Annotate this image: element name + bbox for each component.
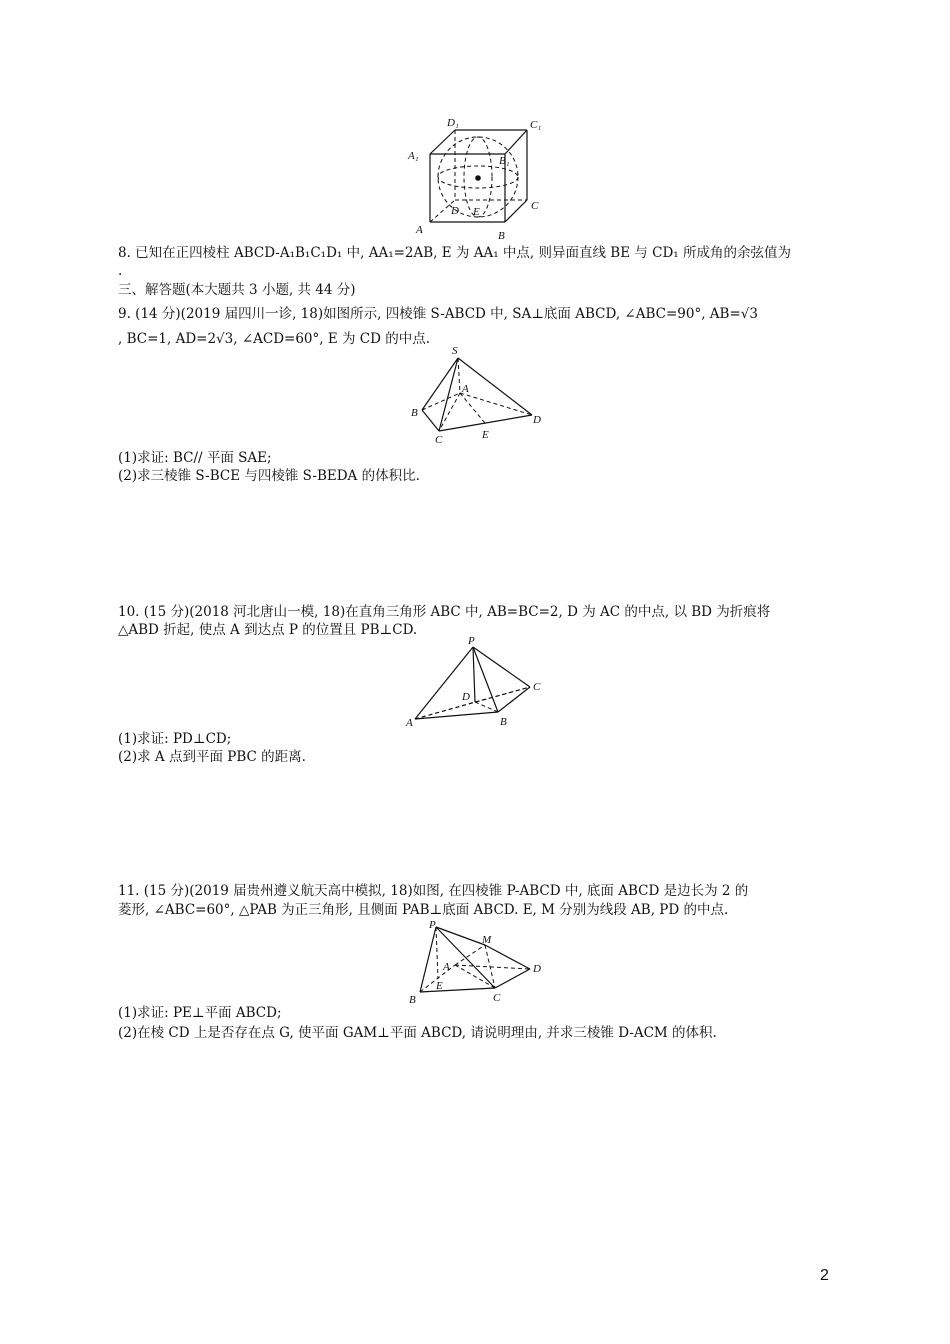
q10-line1: 10. (15 分)(2018 河北唐山一模, 18)在直角三角形 ABC 中, AB=BC=2, D 为 AC 的中点, 以 BD 为折痕将 (118, 604, 771, 620)
label-a1: A₁ (408, 150, 419, 162)
label-e: E (482, 429, 489, 441)
section-heading: 三、解答题(本大题共 3 小题, 共 44 分) (118, 282, 356, 298)
page-number: 2 (820, 1267, 829, 1284)
q11-part2: (2)在棱 CD 上是否存在点 G, 使平面 GAM⊥平面 ABCD, 请说明理由, 并求三棱锥 D-ACM 的体积. (118, 1025, 717, 1041)
q11-part1: (1)求证: PE⊥平面 ABCD; (118, 1005, 282, 1021)
cube-sphere-figure (405, 112, 555, 242)
label-b: B (498, 230, 505, 242)
q10-part2: (2)求 A 点到平面 PBC 的距离. (118, 749, 306, 765)
q9-line1: 9. (14 分)(2019 届四川一诊, 18)如图所示, 四棱锥 S-ABCD 中, SA⊥底面 ABCD, ∠ABC=90°, AB=√3 (118, 306, 758, 322)
q9-line2: , BC=1, AD=2√3, ∠ACD=60°, E 为 CD 的中点. (118, 331, 431, 347)
label-a: A (416, 224, 423, 236)
label-d: D (462, 691, 470, 703)
label-c: C (531, 200, 539, 212)
label-c1: C₁ (530, 119, 542, 131)
label-c: C (493, 992, 501, 1004)
label-m: M (482, 934, 492, 946)
label-c: C (533, 681, 541, 693)
q10-line2: △ABD 折起, 使点 A 到达点 P 的位置且 PB⊥CD. (118, 622, 418, 638)
label-p: P (468, 635, 475, 647)
label-p: P (429, 919, 436, 931)
pyramid-s-figure (405, 343, 555, 448)
label-a: A (406, 717, 413, 729)
label-d1: D₁ (447, 117, 459, 129)
label-c: C (435, 434, 443, 446)
q11-line2: 菱形, ∠ABC=60°, △PAB 为正三角形, 且侧面 PAB⊥底面 ABCD. E, M 分别为线段 AB, PD 的中点. (118, 902, 729, 918)
label-d: D (533, 414, 541, 426)
label-b: B (409, 994, 416, 1005)
label-a: A (443, 961, 450, 973)
label-b1: B₁ (499, 155, 510, 167)
q8-line1: 8. 已知在正四棱柱 ABCD-A₁B₁C₁D₁ 中, AA₁=2AB, E 为 AA₁ 中点, 则异面直线 BE 与 CD₁ 所成角的余弦值为 (118, 245, 791, 261)
label-d: D (451, 205, 459, 217)
label-e: E (473, 206, 480, 218)
label-b: B (411, 407, 418, 419)
label-d: D (533, 963, 541, 975)
pyramid-p-figure (400, 915, 555, 1005)
label-e: E (436, 980, 443, 992)
label-b: B (500, 716, 507, 728)
q10-part1: (1)求证: PD⊥CD; (118, 731, 232, 747)
q9-part2: (2)求三棱锥 S-BCE 与四棱锥 S-BEDA 的体积比. (118, 468, 420, 484)
q9-part1: (1)求证: BC// 平面 SAE; (118, 450, 272, 466)
label-s: S (452, 345, 458, 357)
tetra-p-figure (400, 632, 555, 732)
q8-line2: . (118, 263, 123, 279)
q11-line1: 11. (15 分)(2019 届贵州遵义航天高中模拟, 18)如图, 在四棱锥 P-ABCD 中, 底面 ABCD 是边长为 2 的 (118, 883, 749, 899)
label-a: A (462, 383, 469, 395)
